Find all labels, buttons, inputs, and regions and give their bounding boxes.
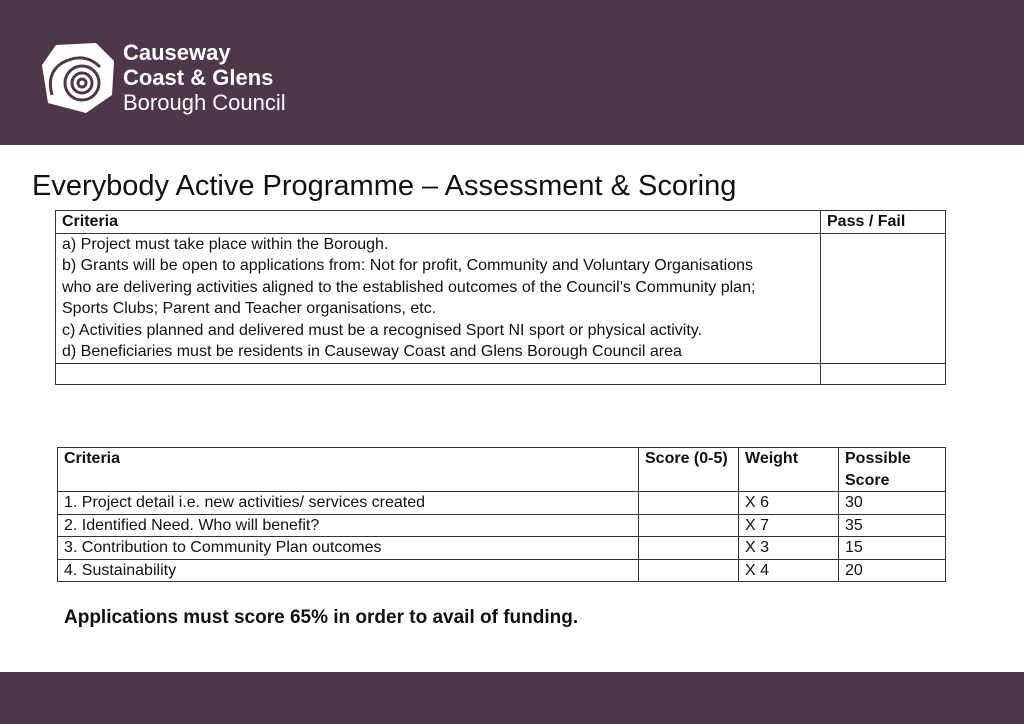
weight-cell: X 7 xyxy=(739,514,839,537)
score-cell xyxy=(639,559,739,582)
table-row xyxy=(58,514,946,537)
weight-cell: X 4 xyxy=(739,559,839,582)
possible-cell: 30 xyxy=(839,492,946,515)
empty-cell xyxy=(821,363,946,384)
criteria-line: Sports Clubs; Parent and Teacher organisations, etc. xyxy=(62,300,437,317)
score-cell xyxy=(639,514,739,537)
header-pass-fail: Pass / Fail xyxy=(821,211,946,234)
footer-bar xyxy=(0,672,1024,724)
table-row xyxy=(58,559,946,582)
page-title: Everybody Active Programme – Assessment & Scoring xyxy=(32,170,737,202)
empty-cell xyxy=(56,363,821,384)
criteria-line: d) Beneficiaries must be residents in Causeway Coast and Glens Borough Council area xyxy=(62,343,682,360)
criteria-cell: 3. Contribution to Community Plan outcomes xyxy=(58,537,639,560)
possible-cell: 15 xyxy=(839,537,946,560)
score-cell xyxy=(639,492,739,515)
criteria-cell: 1. Project detail i.e. new activities/ services created xyxy=(58,492,639,515)
score-cell xyxy=(639,537,739,560)
header-score: Score (0-5) xyxy=(639,448,739,492)
header-criteria: Criteria xyxy=(58,448,639,492)
weight-cell: X 3 xyxy=(739,537,839,560)
logo-line: Borough Council xyxy=(123,90,286,115)
weight-cell: X 6 xyxy=(739,492,839,515)
table-row xyxy=(56,233,946,363)
table-row xyxy=(58,492,946,515)
funding-note: Applications must score 65% in order to avail of funding. xyxy=(64,607,579,628)
table-row xyxy=(56,363,946,384)
scoring-table xyxy=(57,447,946,582)
header-criteria: Criteria xyxy=(56,211,821,234)
logo-line: Coast & Glens xyxy=(123,65,274,90)
criteria-cell: 2. Identified Need. Who will benefit? xyxy=(58,514,639,537)
criteria-line: a) Project must take place within the Borough. xyxy=(62,235,389,253)
council-name xyxy=(123,40,286,115)
table-header-row xyxy=(58,448,946,492)
eligibility-table xyxy=(55,210,946,385)
criteria-line: b) Grants will be open to applications from: Not for profit, Community and Voluntary Organisations xyxy=(62,257,753,274)
logo-line: Causeway xyxy=(123,40,231,65)
table-header-row xyxy=(56,211,946,234)
criteria-cell: 4. Sustainability xyxy=(58,559,639,582)
header-bar xyxy=(0,0,1024,145)
criteria-line: who are delivering activities aligned to the established outcomes of the Council’s Community plan; xyxy=(62,278,756,296)
criteria-cell xyxy=(56,233,821,363)
header-possible-score: Possible Score xyxy=(839,448,946,492)
table-row xyxy=(58,537,946,560)
council-logo-icon xyxy=(42,43,118,113)
header-weight: Weight xyxy=(739,448,839,492)
possible-cell: 20 xyxy=(839,559,946,582)
pass-fail-cell xyxy=(821,233,946,363)
possible-cell: 35 xyxy=(839,514,946,537)
criteria-line: c) Activities planned and delivered must be a recognised Sport NI sport or physical activity. xyxy=(62,321,703,339)
